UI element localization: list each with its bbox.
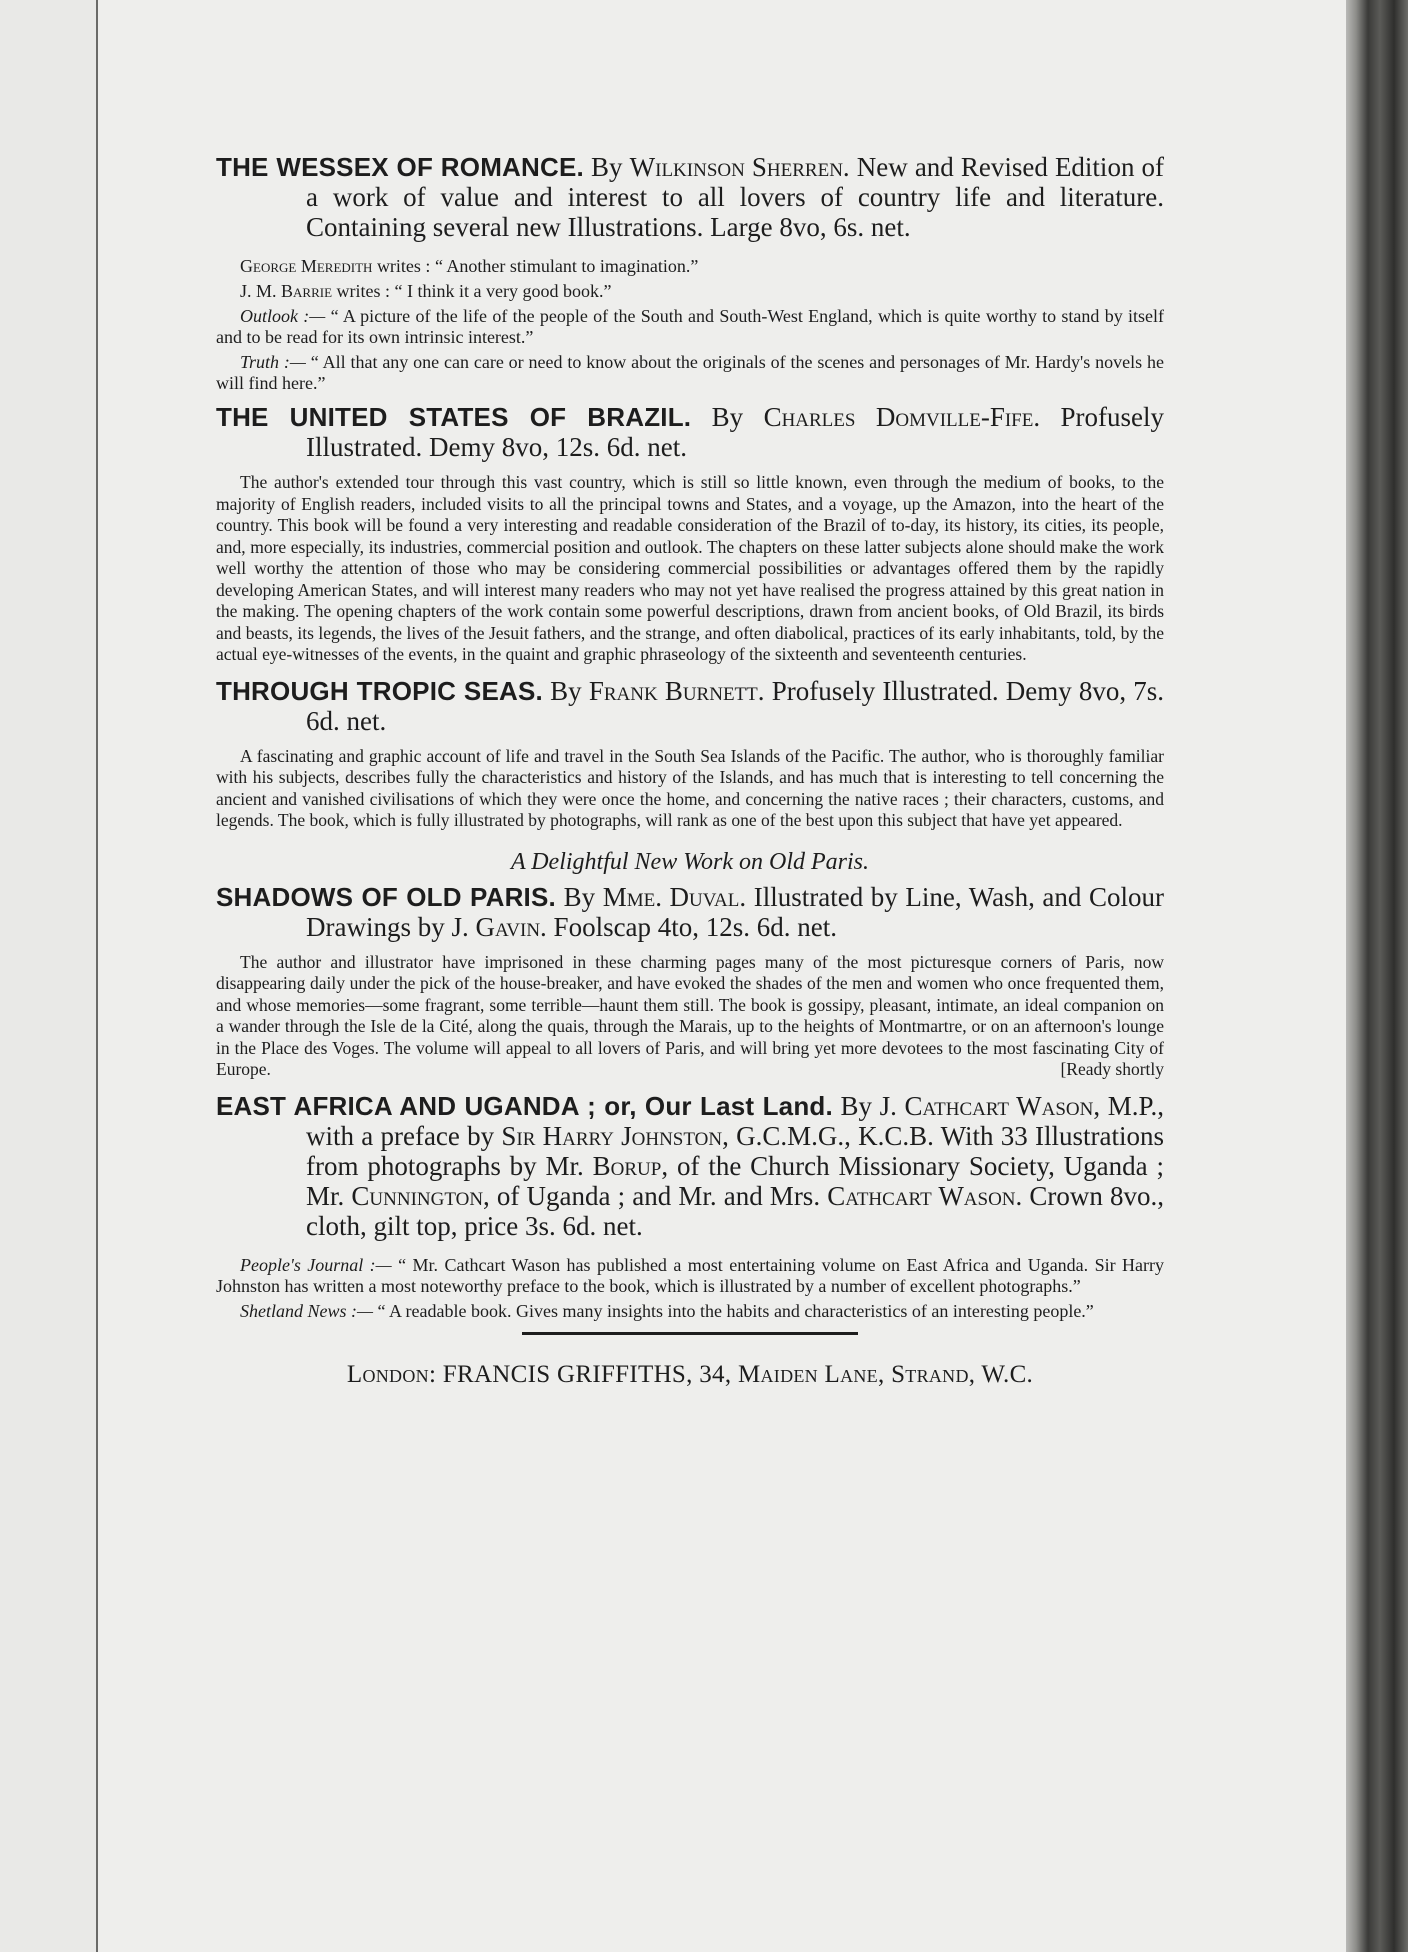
advertisement-page — [216, 152, 1164, 1389]
author-name: Wilkinson Sherren. — [629, 152, 850, 182]
review-quote: Truth :— “ All that any one can care or need to know about the originals of the scenes and personages of Mr. Hardy's novels he will find here.” — [216, 352, 1164, 393]
preface-author: Sir Harry Johnston, — [501, 1120, 729, 1151]
divider-rule — [522, 1332, 858, 1335]
by-word: By — [591, 152, 623, 182]
book-price: Foolscap 4to, 12s. 6d. net. — [553, 911, 838, 942]
left-page-edge — [0, 0, 98, 1952]
availability-note: [Ready shortly — [1060, 1059, 1164, 1079]
book-title: THROUGH TROPIC SEAS. — [216, 675, 543, 706]
author-name: Frank Burnett. — [588, 675, 765, 706]
book-details: New and Revised Edition of a work of value and interest to all lovers of country life and literature. Containing several new Illustrations. Large 8vo, 6s. net. — [306, 152, 1165, 242]
book-details: Profusely Illustrated. Demy 8vo, 12s. 6d. net. — [306, 402, 1165, 462]
book-title: EAST AFRICA AND UGANDA ; or, Our Last Land. — [216, 1090, 833, 1121]
author-name: Mme. Duval. — [602, 881, 747, 912]
entry-wessex-of-romance — [216, 152, 1164, 394]
book-description: The author and illustrator have imprisoned in these charming pages many of the most picturesque corners of Paris, now disappearing daily under the pick of the house-breaker, and have evoked the shades of the men and women who once frequented them, and whose memories—some fragrant, some terrible—haunt them still. The book is gossipy, pleasant, intimate, an ideal companion on a wander through the Isle de la Cité, along the quais, through the Marais, up to the heights of Montmartre, or on an afternoon's lounge in the Place des Voges. The volume will appeal to all lovers of Paris, and will bring yet more devotees to the most fascinating City of Europe. [Ready shortly — [216, 951, 1164, 1079]
author-name: J. Cathcart Wason, — [879, 1090, 1101, 1121]
publisher-imprint: London: FRANCIS GRIFFITHS, 34, Maiden Lane, Strand, W.C. — [346, 1360, 1034, 1388]
entry-through-tropic-seas — [216, 676, 1164, 832]
review-quote: People's Journal :— “ Mr. Cathcart Wason has published a most entertaining volume on East Africa and Uganda. Sir Harry Johnston has written a most noteworthy preface to the book, which is illustrated by a number of excellent photographs.” — [216, 1254, 1165, 1296]
by-word: By — [563, 881, 596, 912]
review-quote: Shetland News :— “ A readable book. Gives many insights into the habits and characteristics of an interesting people.” — [240, 1300, 1094, 1321]
by-word: By — [550, 675, 582, 706]
by-word: By — [711, 402, 744, 432]
photographer-name: Cunnington, — [351, 1180, 490, 1211]
entry-east-africa-and-uganda: EAST AFRICA AND UGANDA ; or, Our Last Land. By J. Cathcart Wason, M.P., with a preface by Sir Harry Johnston, G.C.M.G., K.C.B. With 33 Illustrations from photographs by Mr. Borup, of the Church Missionary Society, Uganda ; Mr. Cunnington, of Uganda ; and Mr. and Mrs. Cathcart Wason. Crown 8vo., cloth, gilt top, price 3s. 6d. net. People's Journal :— “ Mr. Cathcart Wason has published a most entertaining volume on East Africa and Uganda. Sir Harry Johnston has written a most noteworthy preface to the book, which is illustrated by a number of excellent photographs.” Shetland News :— “ A readable book. Gives many insights into the habits and characteristics of an interesting people.” — [216, 1090, 1165, 1321]
book-description: A fascinating and graphic account of life and travel in the South Sea Islands of the Pacific. The author, who is thoroughly familiar with his subjects, describes fully the characteristics and history of the Islands, and has much that is interesting to tell concerning the ancient and vanished civilisations of which they were once the home, and concerning the native races ; their characters, customs, and legends. The book, which is fully illustrated by photographs, will rank as one of the best upon this subject that have yet appeared. — [216, 745, 1164, 830]
book-details: Profusely Illustrated. Demy 8vo, 7s. 6d. net. — [306, 675, 1165, 736]
author-name: Charles Domville-Fife. — [763, 402, 1041, 432]
book-title: THE UNITED STATES OF BRAZIL. — [216, 402, 692, 432]
book-details: Illustrated by Line, Wash, and Colour Drawings by J. — [306, 881, 1165, 942]
review-quote: George Meredith writes : “ Another stimulant to imagination.” — [240, 256, 699, 276]
photographer-name: Borup, — [592, 1150, 669, 1181]
section-kicker: A Delightful New Work on Old Paris. — [510, 848, 869, 875]
by-word: By — [840, 1090, 873, 1121]
review-quote: J. M. Barrie writes : “ I think it a very good book.” — [240, 281, 612, 301]
entry-united-states-of-brazil — [216, 402, 1164, 666]
review-quote: Outlook :— “ A picture of the life of the people of the South and South-West England, which is quite worthy to stand by itself and to be read for its own intrinsic interest.” — [216, 306, 1164, 347]
illustrator-name: Gavin. — [475, 911, 547, 942]
book-description: The author's extended tour through this vast country, which is still so little known, even through the medium of books, to the majority of English readers, included visits to all the principal towns and States, and a voyage, up the Amazon, into the heart of the country. This book will be found a very interesting and readable consideration of the Brazil of to-day, its history, its cities, its people, and, more especially, its industries, commercial position and outlook. The chapters on these latter subjects alone should make the work well worthy the attention of those who may be considering commercial possibilities or advantages offered them by the rapidly developing American States, and will interest many readers who may not yet have realised the progress attained by this great nation in the making. The opening chapters of the work contain some powerful descriptions, drawn from ancient books, of Old Brazil, its birds and beasts, its legends, the lives of the Jesuit fathers, and the strange, and often diabolical, practices of its early inhabitants, told, by the actual eye-witnesses of the events, in the quaint and graphic phraseology of the sixteenth and seventeenth centuries. — [216, 472, 1164, 664]
photographer-name: Cathcart Wason. — [827, 1180, 1023, 1211]
book-title: SHADOWS OF OLD PARIS. — [216, 881, 556, 912]
book-spine — [1346, 0, 1408, 1952]
entry-shadows-of-old-paris — [216, 848, 1164, 1081]
book-title: THE WESSEX OF ROMANCE. — [216, 152, 584, 182]
book-details: Crown 8vo., cloth, gilt top, price 3s. 6d. net. — [306, 1180, 1165, 1241]
